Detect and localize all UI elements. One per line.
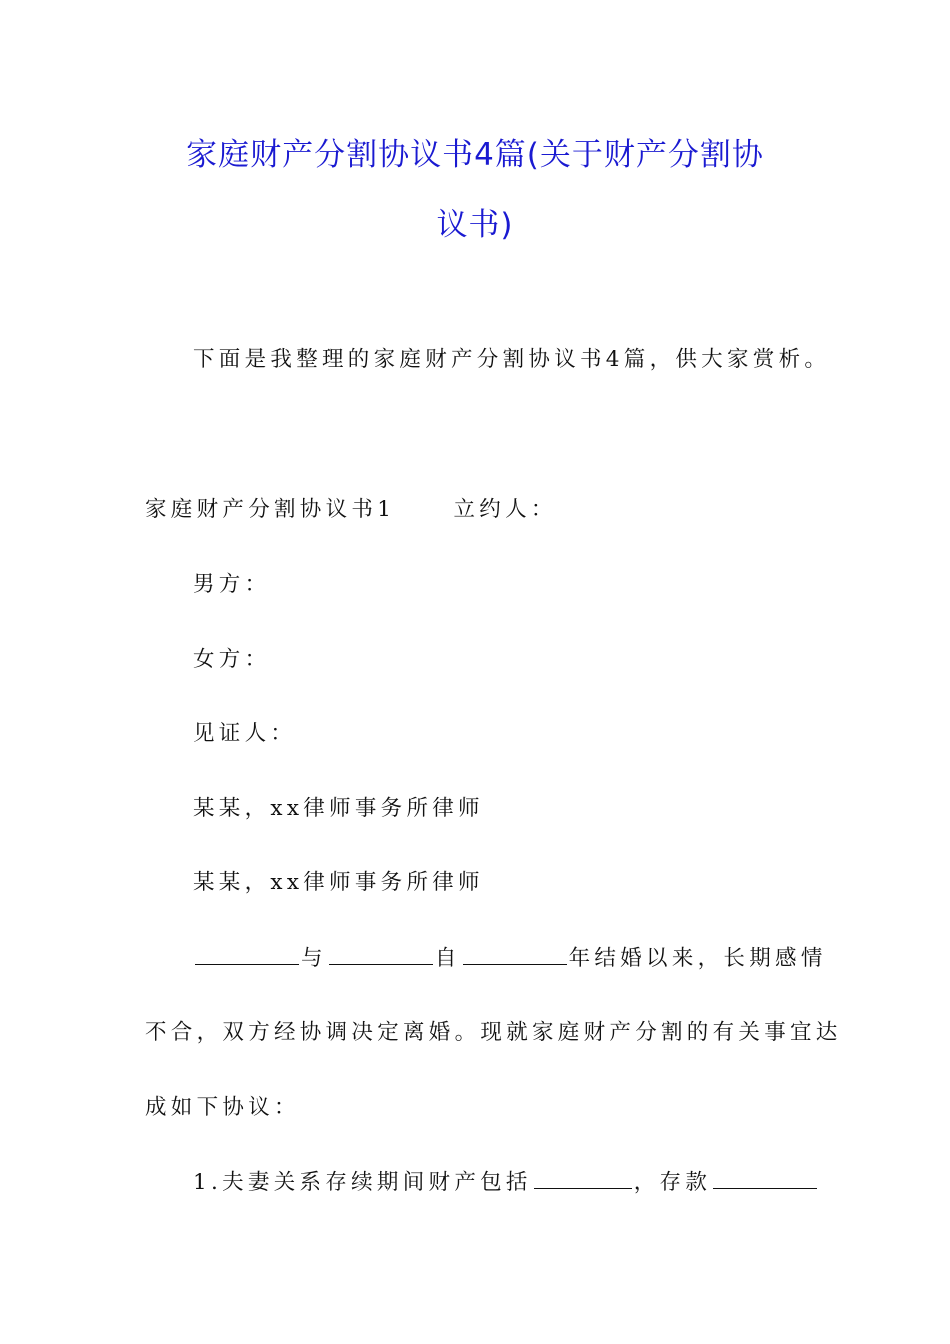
clause-1-prefix: 1.夫妻关系存续期间财产包括	[193, 1170, 532, 1195]
male-party-label: 男方：	[193, 572, 271, 597]
parties-label: 立约人：	[453, 497, 557, 522]
marriage-paragraph-line-1	[193, 944, 827, 973]
and-text: 与	[301, 946, 327, 971]
marriage-paragraph-line-2: 不合，双方经协调决定离婚。现就家庭财产分割的有关事宜达	[145, 1020, 842, 1045]
marriage-paragraph-line-3: 成如下协议：	[145, 1095, 300, 1120]
witness-2: 某某，xx律师事务所律师	[193, 870, 484, 895]
husband-name-blank	[195, 944, 299, 965]
savings-blank	[713, 1168, 817, 1189]
witness-1: 某某，xx律师事务所律师	[193, 796, 484, 821]
clause-1	[193, 1168, 819, 1197]
witness-label: 见证人：	[193, 721, 297, 746]
document-title-line-2: 议书)	[436, 207, 514, 243]
female-party-label: 女方：	[193, 647, 271, 672]
wife-name-blank	[329, 944, 433, 965]
intro-paragraph: 下面是我整理的家庭财产分割协议书4篇，供大家赏析。	[193, 347, 831, 372]
section-1-heading: 家庭财产分割协议书1	[145, 497, 396, 522]
since-text: 自	[434, 946, 461, 971]
clause-1-middle: ，存款	[633, 1170, 712, 1195]
property-blank	[534, 1168, 632, 1189]
marriage-year-blank	[463, 944, 567, 965]
section-1-heading-line	[145, 496, 557, 524]
marriage-text-rest: 年结婚以来，长期感情	[568, 946, 827, 971]
document-title-line-1: 家庭财产分割协议书4篇(关于财产分割协	[186, 137, 764, 173]
